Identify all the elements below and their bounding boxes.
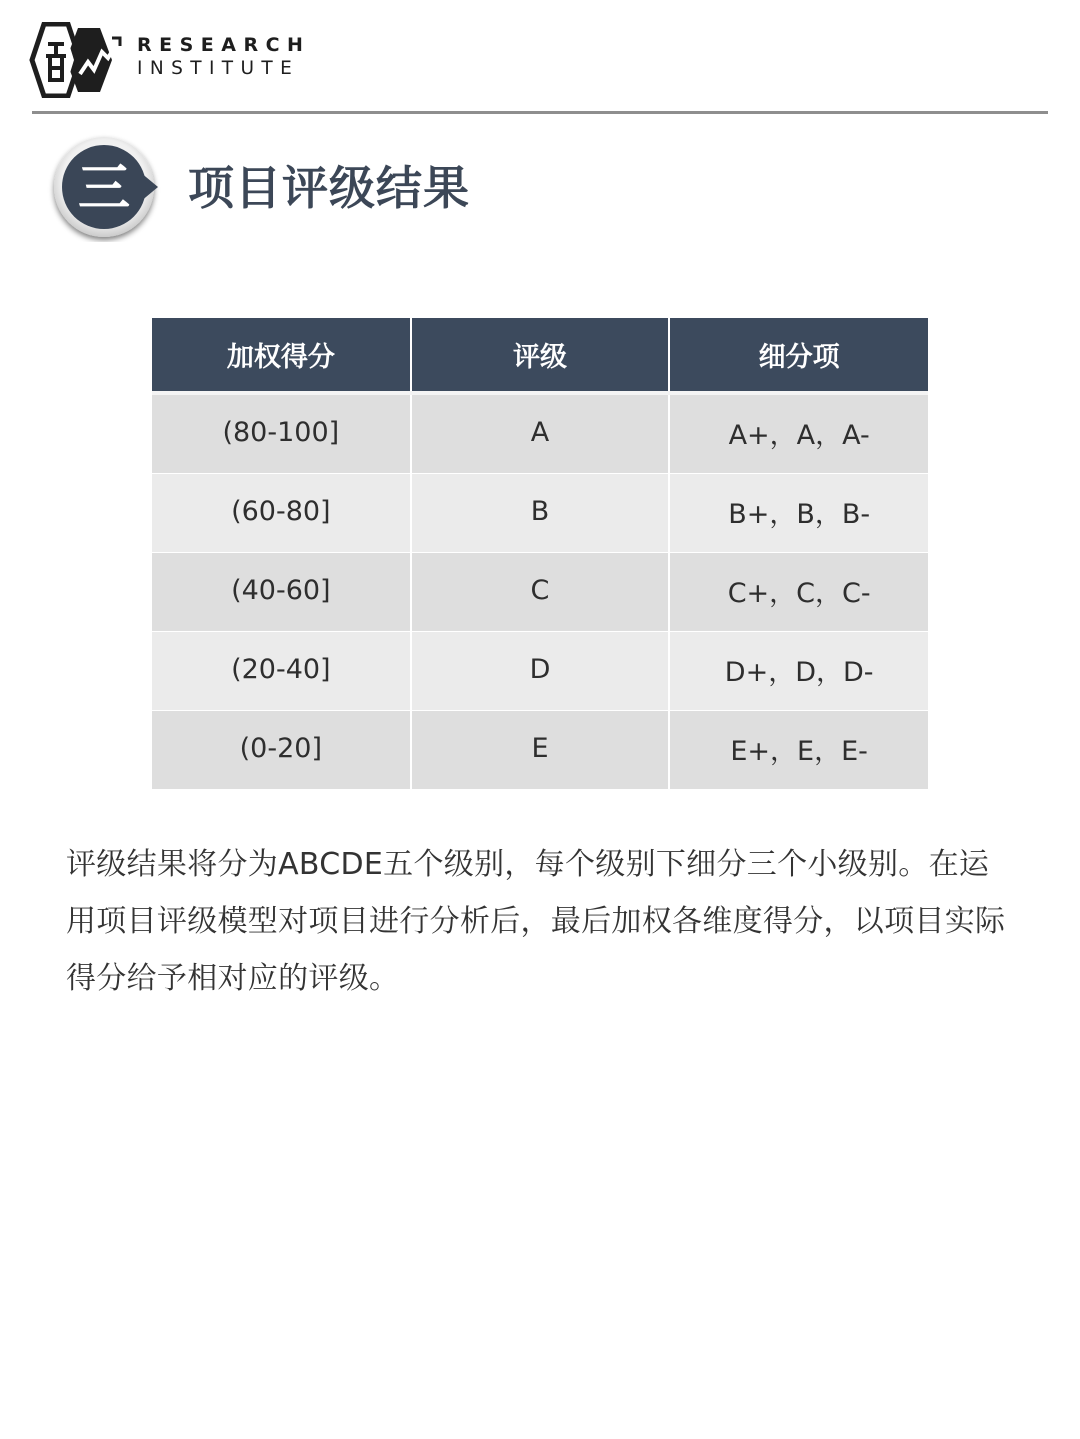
subgrade-cell: B+，B，B- xyxy=(669,474,928,553)
grade-cell: E xyxy=(411,711,670,790)
logo-wordmark xyxy=(137,36,310,79)
section-number: 三 xyxy=(77,159,131,219)
logo-line-institute: INSTITUTE xyxy=(137,58,300,79)
column-header-score: 加权得分 xyxy=(152,318,411,393)
subgrade-cell: C+，C，C- xyxy=(669,553,928,632)
column-header-grade: 评级 xyxy=(411,318,670,393)
column-header-subgrade: 细分项 xyxy=(669,318,928,393)
score-cell: (0-20] xyxy=(152,711,411,790)
logo xyxy=(20,22,320,98)
grade-table xyxy=(152,318,928,789)
table-header-row xyxy=(152,318,928,393)
section-title: 项目评级结果 xyxy=(188,161,470,215)
score-cell: (80-100] xyxy=(152,393,411,474)
table-row xyxy=(152,474,928,553)
subgrade-cell: A+，A，A- xyxy=(669,393,928,474)
score-cell: (40-60] xyxy=(152,553,411,632)
section-number-badge xyxy=(42,132,172,242)
grade-cell: C xyxy=(411,553,670,632)
table-row xyxy=(152,393,928,474)
score-cell: (60-80] xyxy=(152,474,411,553)
subgrade-cell: D+，D，D- xyxy=(669,632,928,711)
table-row xyxy=(152,711,928,790)
description-paragraph: 评级结果将分为ABCDE五个级别，每个级别下细分三个小级别。在运用项目评级模型对项目进行分析后，最后加权各维度得分，以项目实际得分给予相对应的评级。 xyxy=(66,847,1006,996)
grade-cell: A xyxy=(411,393,670,474)
header-divider xyxy=(32,111,1048,114)
grade-cell: D xyxy=(411,632,670,711)
table-row xyxy=(152,553,928,632)
hexagon-chart-logo-icon xyxy=(20,22,126,98)
grade-cell: B xyxy=(411,474,670,553)
table-row xyxy=(152,632,928,711)
score-cell: (20-40] xyxy=(152,632,411,711)
logo-line-research: RESEARCH xyxy=(137,34,311,56)
subgrade-cell: E+，E，E- xyxy=(669,711,928,790)
